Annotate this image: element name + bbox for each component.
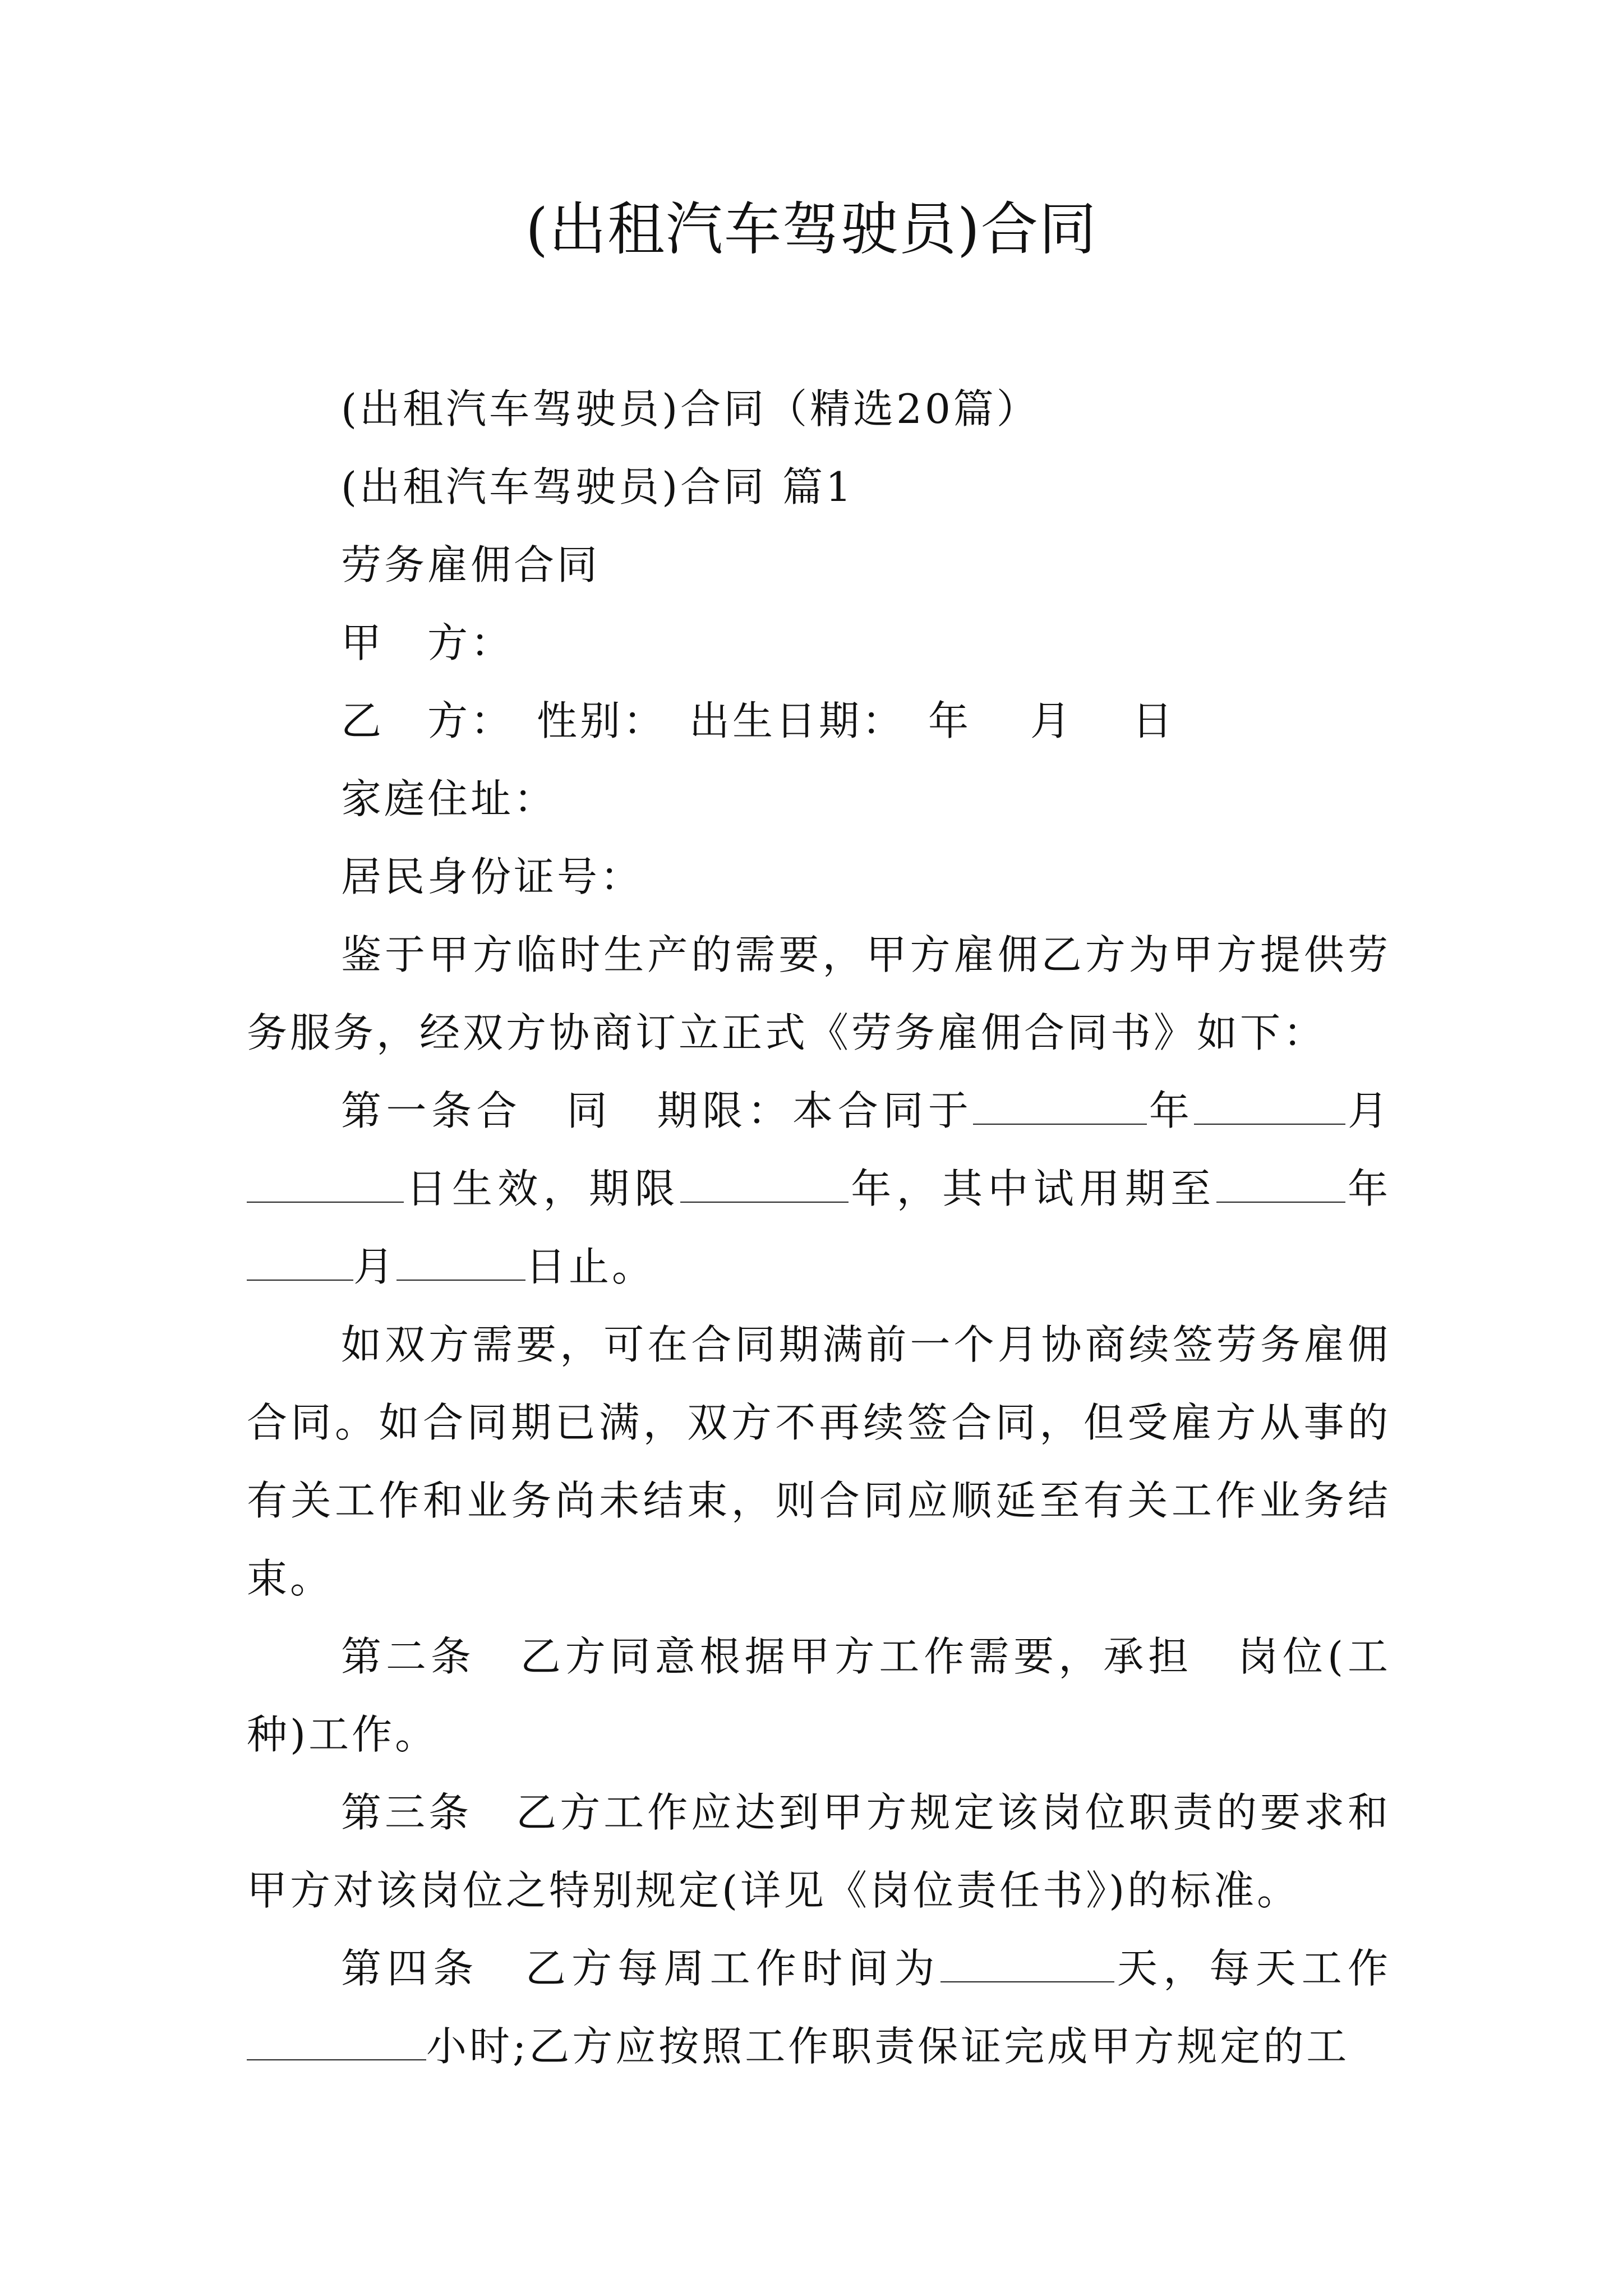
article-1-paragraph — [247, 1072, 1391, 1306]
article-4-paragraph — [247, 1930, 1391, 2086]
blank-field — [973, 1090, 1147, 1125]
blank-field — [680, 1168, 849, 1203]
blank-field — [247, 1168, 404, 1203]
renewal-paragraph: 如双方需要，可在合同期满前一个月协商续签劳务雇佣合同。如合同期已满，双方不再续签合同，但受雇方从事的有关工作和业务尚未结束，则合同应顺延至有关工作业务结束。 — [247, 1321, 1391, 1602]
blank-field — [1216, 1168, 1345, 1203]
blank-field — [1194, 1090, 1345, 1125]
article-1-text-c: 月 — [1345, 1087, 1391, 1134]
article-4-text-a: 第四条 乙方每周工作时间为 — [341, 1945, 940, 1992]
home-address-line: 家庭住址： — [341, 775, 557, 822]
document-title: (出租汽车驾驶员)合同 — [525, 196, 1098, 263]
preamble-paragraph: 鉴于甲方临时生产的需要，甲方雇佣乙方为甲方提供劳务服务，经双方协商订立正式《劳务雇佣合同书》如下： — [247, 931, 1391, 1056]
article-1-text-h: 日止。 — [525, 1243, 656, 1290]
party-b-line: 乙 方： 性别： 出生日期： 年 月 日 — [341, 697, 1175, 744]
article-3-paragraph: 第三条 乙方工作应达到甲方规定该岗位职责的要求和甲方对该岗位之特别规定(详见《岗位责任书》)的标准。 — [247, 1789, 1391, 1914]
blank-field — [940, 1948, 1114, 1982]
article-1-text-f: 年 — [1345, 1165, 1391, 1212]
article-1-text-g: 月 — [353, 1243, 397, 1290]
article-1-text-e: 年，其中试用期至 — [848, 1165, 1216, 1212]
blank-field — [247, 2026, 426, 2060]
blank-field — [247, 1246, 353, 1281]
blank-field — [396, 1246, 525, 1281]
article-4-text-b: 天，每天工作 — [1114, 1945, 1391, 1992]
article-2-paragraph: 第二条 乙方同意根据甲方工作需要，承担 岗位(工种)工作。 — [247, 1633, 1391, 1758]
contract-name: 劳务雇佣合同 — [341, 541, 601, 588]
id-number-line: 居民身份证号： — [341, 853, 644, 900]
article-1-text-b: 年 — [1147, 1087, 1195, 1134]
article-1-text-d: 日生效，期限 — [404, 1165, 680, 1212]
article-4-text-c: 小时;乙方应按照工作职责保证完成甲方规定的工 — [426, 2023, 1350, 2070]
selection-heading: (出租汽车驾驶员)合同（精选20篇） — [341, 385, 1040, 432]
party-a-line: 甲 方： — [341, 619, 514, 666]
article-1-text-a: 第一条合 同 期限：本合同于 — [341, 1087, 974, 1134]
part-heading: (出租汽车驾驶员)合同 篇1 — [341, 463, 854, 510]
